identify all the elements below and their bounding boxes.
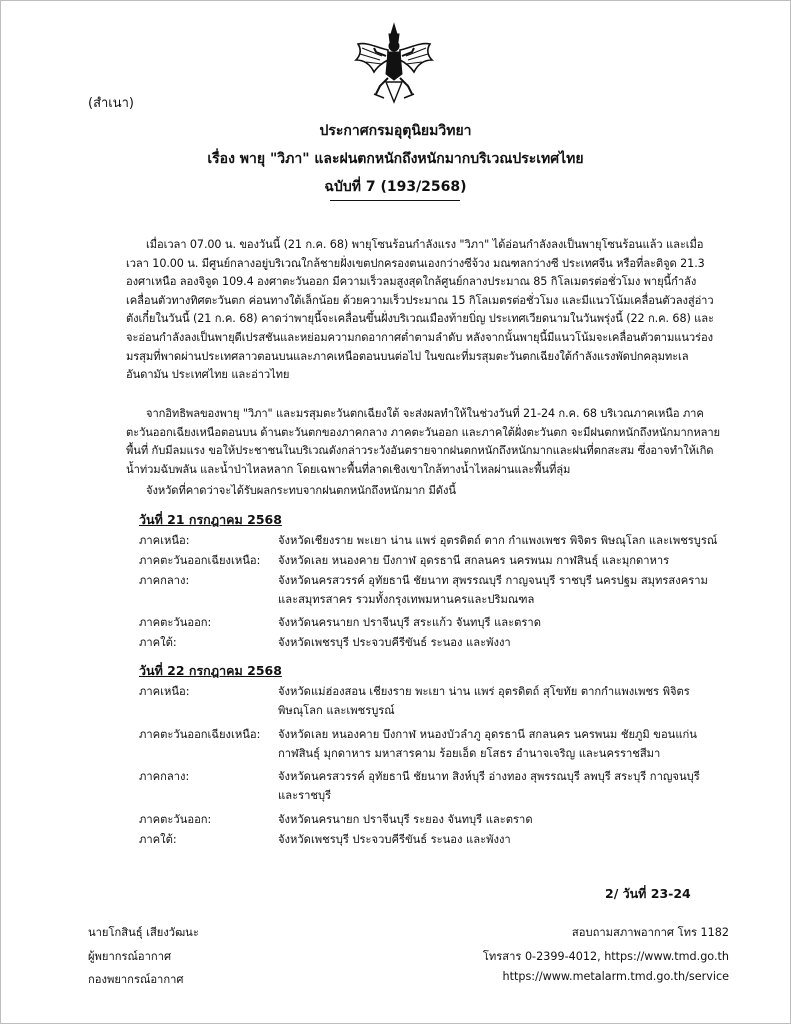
- region-label: ภาคกลาง:: [139, 574, 190, 587]
- province-list: จังหวัดเลย หนองคาย บึงกาฬ อุดรธานี สกลนคร นครพนม กาฬสินธุ์ และมุกดาหาร: [278, 554, 670, 567]
- body-paragraph-intro: จังหวัดที่คาดว่าจะได้รับผลกระทบจากฝนตกหนักถึงหนักมาก มีดังนี้: [146, 484, 456, 497]
- body-paragraph-impact: จากอิทธิพลของพายุ "วิภา" และมรสุมตะวันตกเฉียงใต้ จะส่งผลทำให้ในช่วงวันที่ 21-24 ก.ค. 68 บริเวณภาคเหนือ ภาคตะวันออกเฉียงเหนือตอนบน ด้านตะวันตกของภาคกลาง ภาคตะวันออก และภาคใต้ฝั่งตะวันตก จะมีฝนตกหนักถึงหนักมากหลายพื้นที่ กับมีลมแรง ขอให้ประชาชนในบริเวณดังกล่าวระวังอันตรายจากฝนตกหนักถึงหนักมากและฝนที่ตกสะสม ซึ่งอาจทำให้เกิดน้ำท่วมฉับพลัน และน้ำป่าไหลหลาก โดยเฉพาะพื้นที่ลาดเชิงเขาใกล้ทางน้ำไหลผ่านและพื้นที่ลุ่ม: [126, 407, 720, 476]
- region-label: ภาคเหนือ:: [139, 534, 190, 547]
- day-heading: วันที่ 21 กรกฎาคม 2568: [139, 512, 282, 527]
- region-label: ภาคตะวันออก:: [139, 813, 212, 826]
- province-list: จังหวัดเลย หนองคาย บึงกาฬ หนองบัวลำภู อุดรธานี สกลนคร นครพนม ชัยภูมิ ขอนแก่น กาฬสินธุ์ มุกดาหาร มหาสารคาม ร้อยเอ็ด ยโสธร อำนาจเจริญ และนครราชสีมา: [278, 728, 697, 760]
- region-label: ภาคตะวันออกเฉียงเหนือ:: [139, 554, 261, 567]
- region-label: ภาคตะวันออกเฉียงเหนือ:: [139, 728, 261, 741]
- signer-division: กองพยากรณ์อากาศ: [88, 973, 184, 986]
- region-label: ภาคกลาง:: [139, 770, 190, 783]
- province-list: จังหวัดแม่ฮ่องสอน เชียงราย พะเยา น่าน แพร่ อุตรดิตถ์ สุโขทัย ตากกำแพงเพชร พิจิตร พิษณุโลก และเพชรบูรณ์: [278, 685, 690, 717]
- contact-phone: สอบถามสภาพอากาศ โทร 1182: [571, 926, 729, 939]
- province-list: จังหวัดนครสวรรค์ อุทัยธานี ชัยนาท สิงห์บุรี อ่างทอง สุพรรณบุรี ลพบุรี สระบุรี กาญจนบุรี และราชบุรี: [278, 770, 700, 802]
- document-subject: เรื่อง พายุ "วิภา" และฝนตกหนักถึงหนักมากบริเวณประเทศไทย: [207, 151, 584, 167]
- region-label: ภาคใต้:: [139, 636, 177, 649]
- province-list: จังหวัดเพชรบุรี ประจวบคีรีขันธ์ ระนอง และพังงา: [278, 636, 511, 649]
- province-list: จังหวัดเชียงราย พะเยา น่าน แพร่ อุตรดิตถ์ ตาก กำแพงเพชร พิจิตร พิษณุโลก และเพชรบูรณ์: [278, 534, 718, 547]
- copy-label: (สำเนา): [88, 96, 135, 111]
- contact-fax-website: โทรสาร 0-2399-4012, https://www.tmd.go.th: [482, 950, 729, 963]
- signer-position: ผู้พยากรณ์อากาศ: [88, 950, 172, 963]
- body-paragraph-storm: เมื่อเวลา 07.00 น. ของวันนี้ (21 ก.ค. 68) พายุโซนร้อนกำลังแรง "วิภา" ได้อ่อนกำลังลงเป็นพายุโซนร้อนแล้ว และเมื่อเวลา 10.00 น. มีศูนย์กลางอยู่บริเวณใกล้ชายฝั่งเขตปกครองตนเองกว่างซีจ้วง มณฑลกว่างซี ประเทศจีน หรือที่ละติจูด 21.3 องศาเหนือ ลองจิจูด 109.4 องศาตะวันออก มีความเร็วลมสูงสุดใกล้ศูนย์กลางประมาณ 85 กิโลเมตรต่อชั่วโมง พายุนี้กำลังเคลื่อนตัวทางทิศตะวันตก ค่อนทางใต้เล็กน้อย ด้วยความเร็วประมาณ 15 กิโลเมตรต่อชั่วโมง และมีแนวโน้มเคลื่อนตัวลงสู่อ่าวตังเกี๋ยในวันนี้ (21 ก.ค. 68) คาดว่าพายุนี้จะเคลื่อนขึ้นฝั่งบริเวณเมืองท้ายบิ่ญ ประเทศเวียดนามในวันพรุ่งนี้ (22 ก.ค. 68) และจะอ่อนกำลังลงเป็นพายุดีเปรสชันและหย่อมความกดอากาศต่ำตามลำดับ หลังจากนั้นพายุนี้มีแนวโน้มจะเคลื่อนตัวตามแนวร่องมรสุมที่พาดผ่านประเทศลาวตอนบนและภาคเหนือตอนบนต่อไป ในขณะที่มรสุมตะวันตกเฉียงใต้กำลังแรงพัดปกคลุมทะเลอันดามัน ประเทศไทย และอ่าวไทย: [126, 238, 714, 382]
- day-heading: วันที่ 22 กรกฎาคม 2568: [139, 663, 282, 678]
- region-label: ภาคใต้:: [139, 833, 177, 846]
- contact-service-url: https://www.metalarm.tmd.go.th/service: [502, 970, 729, 983]
- province-list: จังหวัดเพชรบุรี ประจวบคีรีขันธ์ ระนอง และพังงา: [278, 833, 511, 846]
- region-label: ภาคเหนือ:: [139, 685, 190, 698]
- document-title: ประกาศกรมอุตุนิยมวิทยา: [319, 123, 472, 139]
- title-divider: [330, 200, 460, 201]
- continued-marker: 2/ วันที่ 23-24: [605, 886, 691, 901]
- province-list: จังหวัดนครนายก ปราจีนบุรี สระแก้ว จันทบุรี และตราด: [278, 616, 541, 629]
- signer-name: นายโกสินธุ์ เสียงวัฒนะ: [88, 926, 199, 939]
- province-list: จังหวัดนครนายก ปราจีนบุรี ระยอง จันทบุรี และตราด: [278, 813, 533, 826]
- province-list: จังหวัดนครสวรรค์ อุทัยธานี ชัยนาท สุพรรณบุรี กาญจนบุรี ราชบุรี นครปฐม สมุทรสงคราม และสมุทรสาคร รวมทั้งกรุงเทพมหานครและปริมณฑล: [278, 574, 708, 606]
- document-issue: ฉบับที่ 7 (193/2568): [324, 179, 467, 195]
- region-label: ภาคตะวันออก:: [139, 616, 212, 629]
- garuda-emblem-icon: [352, 22, 436, 104]
